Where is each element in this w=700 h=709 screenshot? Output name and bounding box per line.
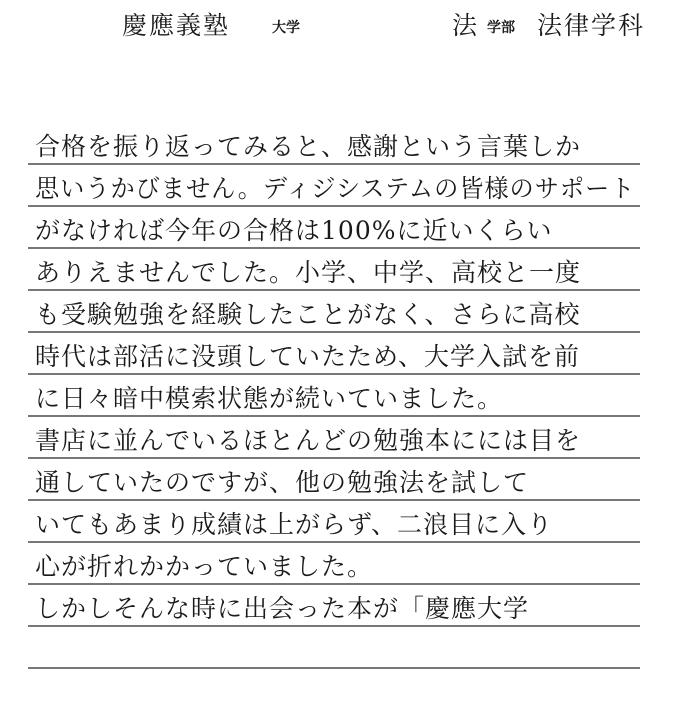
essay-line: しかしそんな時に出会った本が「慶應大学 bbox=[35, 594, 530, 623]
essay-line: 時代は部活に没頭していたため、大学入試を前 bbox=[35, 342, 581, 371]
ruled-line bbox=[28, 625, 640, 627]
ruled-line bbox=[28, 499, 640, 501]
ruled-line bbox=[28, 541, 640, 543]
essay-line: 合格を振り返ってみると、感謝という言葉しか bbox=[35, 132, 582, 161]
ruled-line bbox=[28, 373, 640, 375]
essay-line: 思いうかびません。ディジシステムの皆様のサポート bbox=[35, 174, 636, 203]
ruled-line bbox=[28, 415, 640, 417]
essay-line: 書店に並んでいるほとんどの勉強本にには目を bbox=[35, 426, 582, 455]
ruled-line bbox=[28, 583, 640, 585]
ruled-line bbox=[28, 289, 640, 291]
university-suffix-label: 大学 bbox=[272, 19, 300, 35]
essay-line: がなければ今年の合格は100%に近いくらい bbox=[35, 216, 553, 245]
essay-line: いてもあまり成績は上がらず、二浪目に入り bbox=[35, 510, 554, 539]
essay-line: も受験勉強を経験したことがなく、さらに高校 bbox=[35, 300, 581, 329]
ruled-line bbox=[28, 163, 640, 165]
faculty-suffix-label: 学部 bbox=[487, 19, 515, 35]
essay-line: ありえませんでした。小学、中学、高校と一度 bbox=[35, 258, 582, 287]
faculty-name: 法 bbox=[452, 11, 480, 40]
ruled-line bbox=[28, 247, 640, 249]
ruled-line bbox=[28, 205, 640, 207]
ruled-line bbox=[28, 331, 640, 333]
department-name: 法律学科 bbox=[537, 11, 646, 40]
ruled-line bbox=[28, 457, 640, 459]
university-name: 慶應義塾 bbox=[122, 11, 231, 40]
essay-line: 心が折れかかっていました。 bbox=[35, 552, 374, 581]
essay-line: に日々暗中模索状態が続いていました。 bbox=[35, 384, 504, 413]
ruled-line bbox=[28, 667, 640, 669]
essay-line: 通していたのですが、他の勉強法を試して bbox=[35, 468, 530, 497]
